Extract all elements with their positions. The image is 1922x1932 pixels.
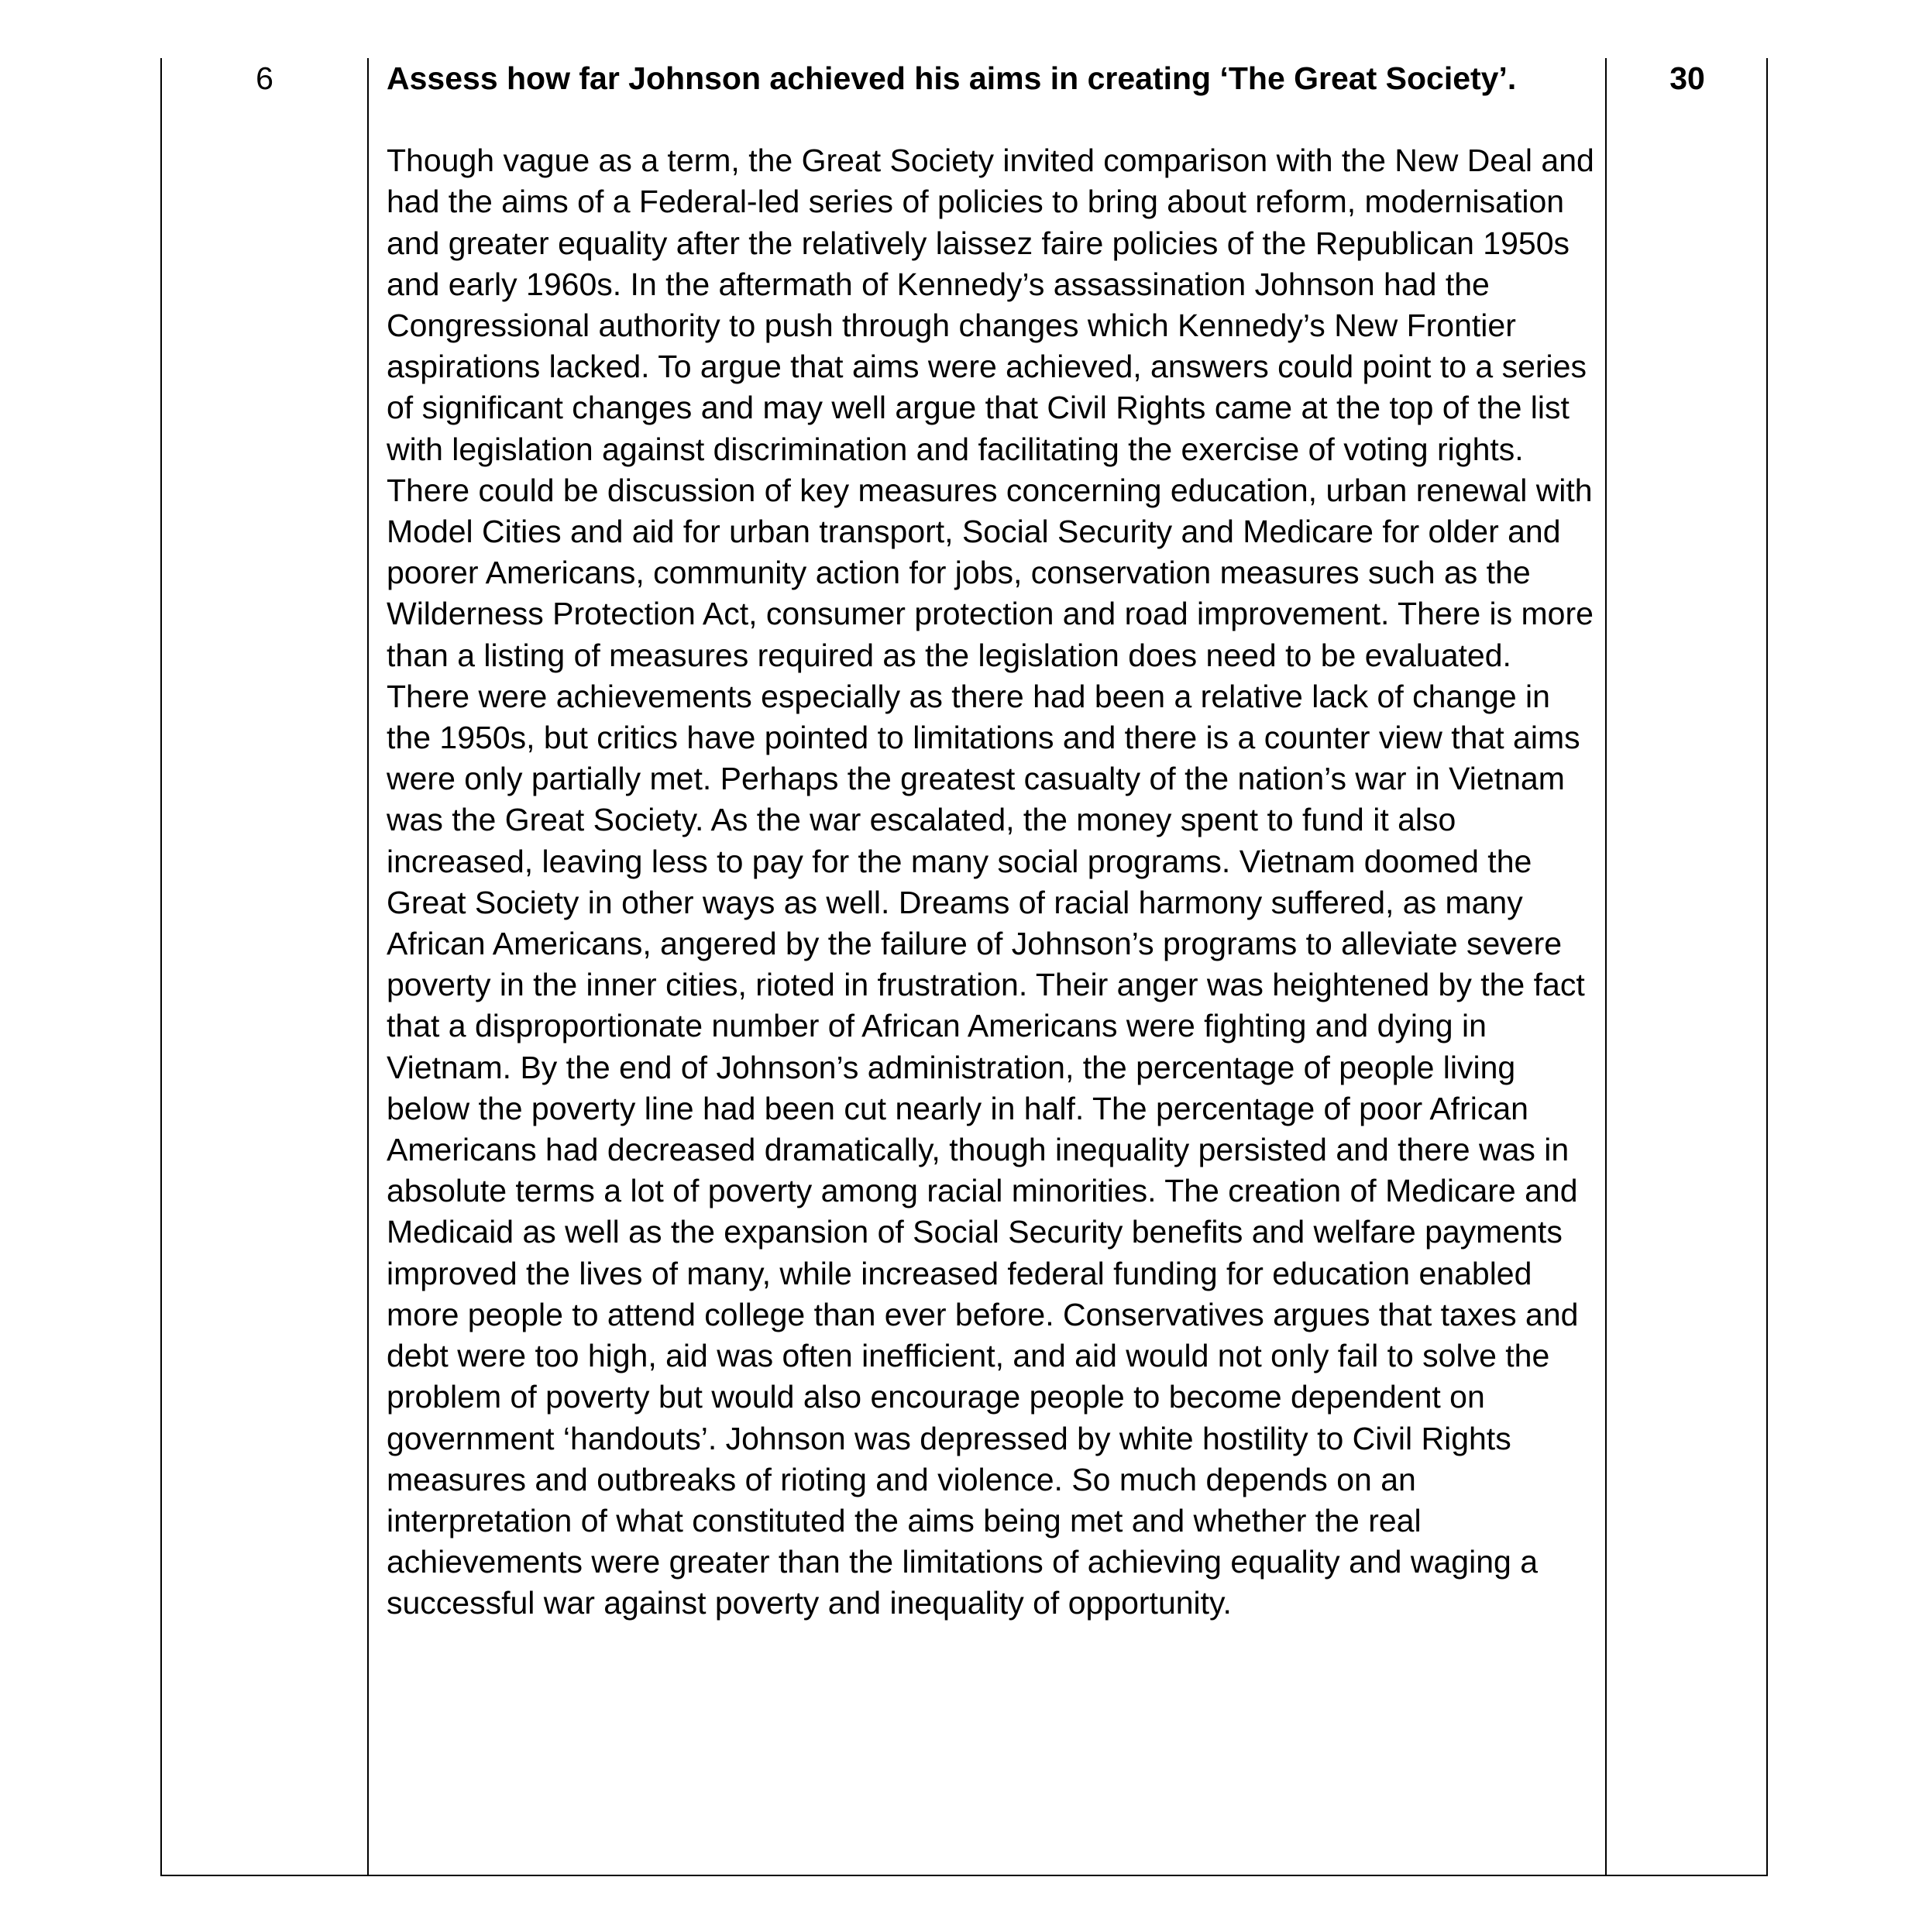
- marks-value: 30: [1669, 60, 1705, 96]
- indicative-content: Though vague as a term, the Great Society invited comparison with the New Deal and had the aims of a Federal-led series of policies to bring about reform, modernisation and greater equality after the relatively laissez faire policies of the Republican 1950s and early 1960s. In the aftermath of Kennedy’s assassination Johnson had the Congressional authority to push through changes which Kennedy’s New Frontier aspirations lacked. To argue that aims were achieved, answers could point to a series of significant changes and may well argue that Civil Rights came at the top of the list with legislation against discrimination and facilitating the exercise of voting rights. There could be discussion of key measures concerning education, urban renewal with Model Cities and aid for urban transport, Social Security and Medicare for older and poorer Americans, community action for jobs, conservation measures such as the Wilderness Protection Act, consumer protection and road improvement. There is more than a listing of measures required as the legislation does need to be evaluated. There were achievements especially as there had been a relative lack of change in the 1950s, but critics have pointed to limitations and there is a counter view that aims were only partially met. Perhaps the greatest casualty of the nation’s war in Vietnam was the Great Society. As the war escalated, the money spent to fund it also increased, leaving less to pay for the many social programs. Vietnam doomed the Great Society in other ways as well. Dreams of racial harmony suffered, as many African Americans, angered by the failure of Johnson’s programs to alleviate severe poverty in the inner cities, rioted in frustration. Their anger was heightened by the fact that a disproportionate number of African Americans were fighting and dying in Vietnam. By the end of Johnson’s administration, the percentage of people living below the poverty line had been cut nearly in half. The percentage of poor African Americans had decreased dramatically, though inequality persisted and there was in absolute terms a lot of poverty among racial minorities. The creation of Medicare and Medicaid as well as the expansion of Social Security benefits and welfare payments improved the lives of many, while increased federal funding for education enabled more people to attend college than ever before. Conservatives argues that taxes and debt were too high, aid was often inefficient, and aid would not only fail to solve the problem of poverty but would also encourage people to become dependent on government ‘handouts’. Johnson was depressed by white hostility to Civil Rights measures and outbreaks of rioting and violence. So much depends on an interpretation of what constituted the aims being met and whether the real achievements were greater than the limitations of achieving equality and waging a successful war against poverty and inequality of opportunity.: [387, 143, 1594, 1621]
- question-number: 6: [256, 60, 273, 96]
- column-divider: [367, 58, 369, 1875]
- question-cell: [387, 58, 1595, 1624]
- mark-scheme-table: [160, 58, 1768, 1876]
- column-divider: [1605, 58, 1607, 1875]
- question-title: Assess how far Johnson achieved his aims in creating ‘The Great Society’.: [387, 60, 1517, 96]
